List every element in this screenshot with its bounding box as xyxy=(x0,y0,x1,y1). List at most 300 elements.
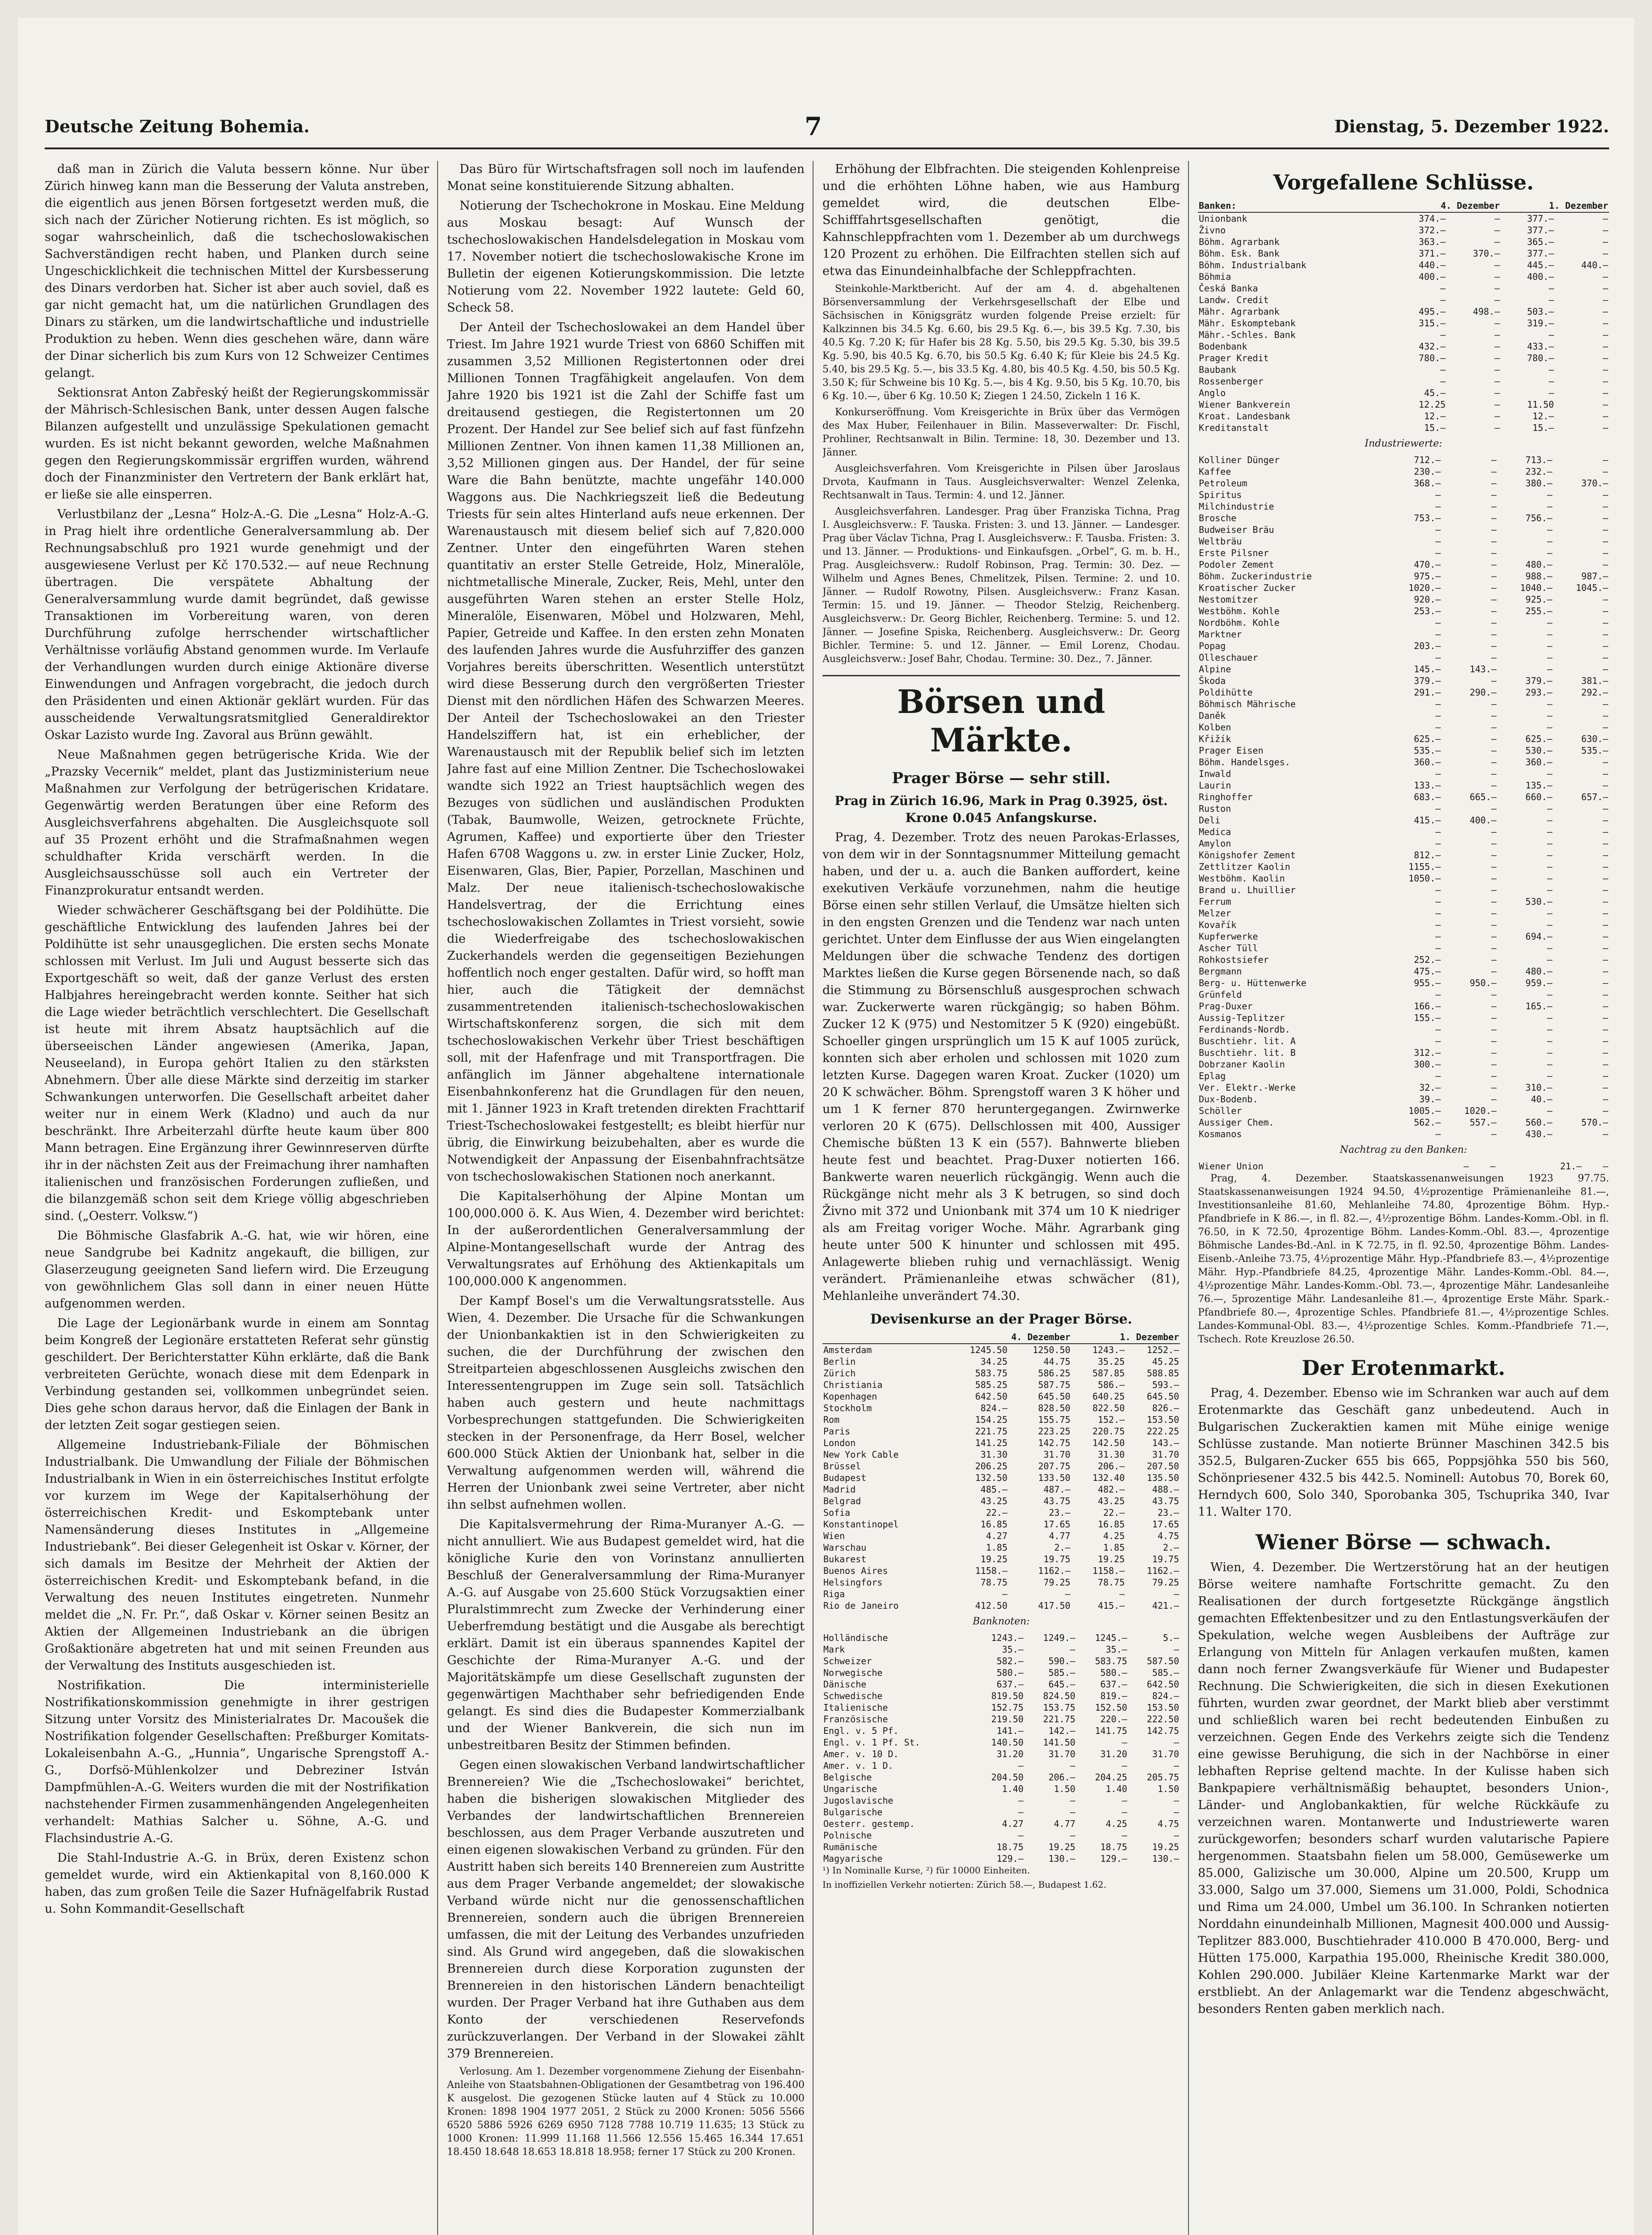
table-cell: — xyxy=(1602,213,1608,224)
industry-row xyxy=(1198,1012,1609,1024)
devisen-row xyxy=(822,1507,1180,1518)
table-cell: Kroatischer Zucker xyxy=(1199,582,1296,593)
table-cell: Böhm. Agrarbank xyxy=(1199,236,1280,247)
table-cell: 377.— xyxy=(1527,225,1554,236)
table-cell: — xyxy=(1494,364,1500,375)
table-cell: — xyxy=(1070,1760,1075,1771)
table-cell: — xyxy=(1435,908,1441,919)
table-cell: — xyxy=(1491,478,1497,489)
table-cell: 625.— xyxy=(1525,734,1553,744)
table-cell: 165.— xyxy=(1525,1001,1553,1012)
table-cell: Madrid xyxy=(823,1484,856,1495)
industry-row xyxy=(1198,536,1609,547)
table-cell: — xyxy=(1491,699,1497,709)
bank-row xyxy=(1198,259,1609,271)
table-cell: — xyxy=(1435,943,1441,953)
table-cell: 1252.— xyxy=(1146,1345,1179,1355)
table-cell: Inwald xyxy=(1199,768,1231,779)
table-cell: — xyxy=(1491,861,1497,872)
table-cell: — xyxy=(1070,1644,1075,1655)
table-cell: Kupferwerke xyxy=(1199,931,1258,942)
industry-row xyxy=(1198,501,1609,512)
devisen-rows xyxy=(822,1344,1180,1611)
table-cell: Aussiger Chem. xyxy=(1199,1117,1274,1128)
table-cell: 642.50 xyxy=(975,1391,1007,1402)
table-cell: 988.— xyxy=(1525,571,1553,582)
industry-row xyxy=(1198,477,1609,489)
table-cell: 380.— xyxy=(1525,478,1553,489)
article-paragraph: Sektionsrat Anton Zabřeský heißt der Regierungskommissär der Mährisch-Schlesischen Bank, unter dessen Augen falsche Bilanzen aufgestellt und unzulässige Spekulationen gemacht wurden. Es ist nicht bekannt geworden, welche Maßnahmen gegen den Regierungskommissär ergriffen wurden, während doch der Finanzminister den Vertretern der Bank erklärt hat, er ließe sie alle einsperren. xyxy=(45,386,429,502)
banknote-row xyxy=(822,1678,1180,1690)
table-cell: — xyxy=(1602,283,1608,294)
bank-row xyxy=(1198,294,1609,306)
table-cell: 142.50 xyxy=(1092,1438,1125,1448)
table-cell: 154.25 xyxy=(975,1414,1007,1425)
table-cell: — xyxy=(1494,388,1500,398)
table-cell: — xyxy=(1173,1644,1179,1655)
table-cell: 31.70 xyxy=(1048,1749,1075,1759)
table-cell: — xyxy=(1435,768,1441,779)
banknote-row xyxy=(822,1725,1180,1737)
table-cell: — xyxy=(1602,617,1608,628)
table-cell: — xyxy=(1491,466,1497,477)
table-cell: 371.— xyxy=(1419,248,1446,259)
table-cell: 480.— xyxy=(1525,559,1553,570)
table-cell: 370.— xyxy=(1473,248,1500,259)
industry-row xyxy=(1198,989,1609,1000)
table-cell: — xyxy=(1018,1807,1024,1818)
table-cell: — xyxy=(1491,1071,1497,1081)
table-cell: 826.— xyxy=(1152,1403,1179,1413)
table-cell: — xyxy=(1494,422,1500,433)
industry-row xyxy=(1198,489,1609,501)
table-cell: — xyxy=(1602,699,1608,709)
table-cell: — xyxy=(1173,1795,1179,1806)
industry-row xyxy=(1198,1035,1609,1047)
table-cell: — xyxy=(1491,559,1497,570)
banknote-row xyxy=(822,1830,1180,1841)
table-cell: 1.85 xyxy=(1103,1542,1125,1553)
table-cell: 495.— xyxy=(1419,306,1446,317)
table-cell: 562.— xyxy=(1414,1117,1441,1128)
devisen-row xyxy=(822,1391,1180,1402)
table-cell: 756.— xyxy=(1525,513,1553,523)
table-cell: — xyxy=(1602,966,1608,977)
table-cell: 360.— xyxy=(1414,757,1441,767)
table-cell: 141.50 xyxy=(1043,1737,1075,1748)
table-cell: 79.25 xyxy=(1152,1577,1179,1588)
table-cell: Unionbank xyxy=(1199,213,1247,224)
table-cell: Dänische xyxy=(823,1679,867,1690)
table-cell: 557.— xyxy=(1470,1117,1497,1128)
devisen-row xyxy=(822,1565,1180,1577)
table-cell: — xyxy=(1121,1807,1127,1818)
bank-row xyxy=(1198,399,1609,410)
table-cell: — xyxy=(1547,1047,1553,1058)
article-paragraph: Ausgleichsverfahren. Landesger. Prag über Franziska Tichna, Prag I. Ausgleichsverw.: F. Tauska. Fristen: 3. und 13. Jänner. — Landesger. Prag über Václav Tichna, Prag I. Ausgleichsverw.: F. Tausba. Fristen: 3. und 13. Jänner. — Produktions- und Einkaufsgen. „Orbel“, G. m. b. H., Prag. Ausgleichsverw.: Rudolf Robinson, Prag. Termin: 30. Dez. — Wilhelm und Agnes Benes, Chmelitzek, Pilsen. Termine: 2. und 10. Jänner. — Rudolf Rowotny, Pilsen. Ausgleichsverw.: Franz Kasan. Termin: 15. und 19. Jänner. — Theodor Stelzig, Reichenberg. Ausgleichsverw.: Dr. Georg Bichler, Reichenberg. Termine: 5. und 12. Jänner. — Josefine Spiska, Reichenberg. Ausgleichsverw.: Dr. Georg Bichler. Termine: 5. und 12. Jänner. — Emil Lorenz, Chodau. Ausgleichsverw.: Josef Bahr, Chodau. Termine: 30. Dez., 7. Jänner. xyxy=(822,506,1180,665)
table-cell: — xyxy=(1602,780,1608,791)
industry-row xyxy=(1198,710,1609,721)
table-cell: Bulgarische xyxy=(823,1807,883,1818)
table-cell: Škoda xyxy=(1199,675,1226,686)
table-cell: 560.— xyxy=(1525,1117,1553,1128)
table-cell: 590.— xyxy=(1048,1656,1075,1666)
table-cell: — xyxy=(1602,399,1608,410)
table-cell: 372.— xyxy=(1419,225,1446,236)
table-cell: 219.50 xyxy=(991,1714,1024,1725)
table-cell: Italienische xyxy=(823,1702,888,1713)
table-cell: — xyxy=(1602,803,1608,814)
table-cell: 207.50 xyxy=(1146,1461,1179,1472)
table-cell: — xyxy=(1602,1094,1608,1105)
table-cell: — xyxy=(1547,919,1553,930)
table-cell: Aussig-Teplitzer xyxy=(1199,1012,1285,1023)
table-cell: — xyxy=(1435,548,1441,558)
table-cell: — xyxy=(1602,236,1608,247)
table-cell: 487.— xyxy=(1043,1484,1070,1495)
table-cell: Kovařík xyxy=(1199,919,1237,930)
table-cell: — xyxy=(1602,318,1608,329)
bank-row xyxy=(1198,283,1609,294)
table-cell: Kopenhagen xyxy=(823,1391,877,1402)
table-cell: — xyxy=(1602,885,1608,895)
table-cell: — xyxy=(1173,1737,1179,1748)
table-cell: — xyxy=(1494,283,1500,294)
table-cell: 660.— xyxy=(1525,792,1553,802)
table-cell: 580.— xyxy=(1100,1667,1127,1678)
table-cell: 232.— xyxy=(1525,466,1553,477)
table-cell: — xyxy=(1547,617,1553,628)
devisen-row xyxy=(822,1577,1180,1588)
article-paragraph: Verlustbilanz der „Lesna“ Holz-A.-G. Die „Lesna“ Holz-A.-G. in Prag hielt ihre ordentliche Generalversammlung ab. Der Rechnungsabschluß pro 1921 wurde genehmigt und der ausgewiesene Verlust per Kč 170.532.— auf neue Rechnung übertragen. Die verspätete Abhaltung der Generalversammlung wurde damit begründet, daß gewisse Transaktionen im Vorbereitung waren, von deren Durchführung zufolge herrschender wirtschaftlicher Verhältnisse vorläufig Abstand genommen wurde. Im Verlaufe der Verhandlungen wurden durch einige Aktionäre diverse Einwendungen und Anfragen vorgebracht, die jedoch durch den Präsidenten und einen Aktionär geklärt wurden. Für das ausscheidende Verwaltungsratsmitglied Generaldirektor Oskar Lazisto wurde Ing. Zavoral aus Brünn gewählt. xyxy=(45,507,429,742)
table-cell: — xyxy=(1491,489,1497,500)
industry-row xyxy=(1198,768,1609,780)
table-cell: Laurin xyxy=(1199,780,1231,791)
table-cell: 4.75 xyxy=(1157,1531,1179,1541)
col-header: 4. Dezember xyxy=(945,1331,1071,1344)
article-paragraph: Die Kapitalserhöhung der Alpine Montan um 100,000.000 ö. K. Aus Wien, 4. Dezember wird berichtet: In der außerordentlichen Generalversammlung der Alpine-Montangesellschaft wurde der Antrag des Verwaltungsrates auf Erhöhung des Aktienkapitals um 100,000.000 K angenommen. xyxy=(447,1189,805,1288)
table-cell: 293.— xyxy=(1525,687,1553,698)
supplement-table xyxy=(1198,1160,1609,1172)
table-cell: — xyxy=(1435,989,1441,1000)
table-cell: — xyxy=(1490,1161,1496,1172)
column-2 xyxy=(447,161,805,2235)
table-cell: 129.— xyxy=(1100,1853,1127,1864)
table-cell: — xyxy=(1602,710,1608,721)
table-cell: 712.— xyxy=(1414,455,1441,465)
table-cell: 642.50 xyxy=(1146,1679,1179,1690)
table-cell: 35.25 xyxy=(1098,1356,1125,1367)
table-cell: — xyxy=(1435,803,1441,814)
table-cell: 432.— xyxy=(1419,341,1446,352)
column-rule xyxy=(1188,161,1189,2235)
table-cell: 1020.— xyxy=(1408,582,1441,593)
table-cell: 950.— xyxy=(1470,978,1497,988)
table-cell: — xyxy=(1602,664,1608,675)
table-cell: 11.50 xyxy=(1527,399,1554,410)
table-cell: Böhm. Handelsges. xyxy=(1199,757,1290,767)
industry-row xyxy=(1198,1058,1609,1070)
table-cell: 35.— xyxy=(1105,1644,1127,1655)
table-cell: 35.— xyxy=(1002,1644,1024,1655)
table-cell: 140.50 xyxy=(991,1737,1024,1748)
table-cell: 45.25 xyxy=(1152,1356,1179,1367)
table-cell: Polnische xyxy=(823,1830,872,1841)
table-cell: — xyxy=(1491,1047,1497,1058)
table-cell: — xyxy=(1491,989,1497,1000)
banknote-rows xyxy=(822,1632,1180,1864)
table-cell: Nestomitzer xyxy=(1199,594,1258,605)
table-cell: — xyxy=(1173,1760,1179,1771)
table-cell: — xyxy=(1491,943,1497,953)
table-cell: Jugoslavische xyxy=(823,1795,893,1806)
table-cell: — xyxy=(1491,710,1497,721)
table-cell: — xyxy=(1491,745,1497,756)
table-cell: — xyxy=(1494,341,1500,352)
table-cell: — xyxy=(1494,399,1500,410)
table-cell: — xyxy=(1491,455,1497,465)
table-cell: 433.— xyxy=(1527,341,1554,352)
table-cell: Ferdinands-Nordb. xyxy=(1199,1024,1290,1035)
table-cell: 300.— xyxy=(1414,1059,1441,1070)
table-cell: Brosche xyxy=(1199,513,1237,523)
market-report: Prag, 4. Dezember. Trotz des neuen Parokas-Erlasses, von dem wir in der Sonntagsnummer Mitteilung gemacht haben, und der u. a. auch die Banken auffordert, keine exekutiven Verkäufe vorzunehmen, nahm die heutige Börse einen sehr stillen Verlauf, die Umsätze hielten sich in den engsten Grenzen und die Tendenz war nach unten gerichtet. Unter dem Einflusse der aus Wien eingelangten Meldungen über die schwache Tendenz des dortigen Marktes ließen die Kurse gegen Börsenende nach, so daß die Stimmung zu Börsenschluß ausgesprochen schwach war. Zuckerwerte waren rückgängig; so haben Böhm. Zucker 12 K (975) und Nestomitzer 5 K (920) eingebüßt. Schoeller gingen ursprünglich um 15 K auf 1005 zurück, konnten sich aber erholen und schlossen mit 1020 zum letzten Kurse. Dagegen waren Kroat. Zucker (1020) um 20 K schwächer. Böhm. Sprengstoff waren 3 K höher und um 1 K ferner 870 heruntergegangen. Zwirnwerke verloren 20 K (675). Dellschlossen mit 400, Aussiger Chemische büßten 13 K ein (557). Bahnwerte blieben heute fest und beachtet. Prag-Duxer notierten 166. Bankwerte waren neuerlich rückgängig. Wenn auch die Rückgänge nicht mehr als 3 K betrugen, so sind doch Živno mit 372 und Unionbank mit 374 um 10 K niedriger als am Freitag voriger Woche. Mähr. Agrarbank ging heute unter 500 K hinunter und schlossen mit 495. Anlagewerte blieben ruhig und vernachlässigt. Wenig verändert. Prämienanleihe etwas schwächer (81), Mehlanleihe unverändert 74.30. xyxy=(822,831,1180,1303)
table-cell: — xyxy=(1602,1001,1608,1012)
table-cell: Bodenbank xyxy=(1199,341,1247,352)
industry-row xyxy=(1198,756,1609,768)
table-cell: 291.— xyxy=(1414,687,1441,698)
table-cell: — xyxy=(1547,861,1553,872)
table-cell: 145.— xyxy=(1414,664,1441,675)
industry-row xyxy=(1198,861,1609,873)
table-cell: 1.40 xyxy=(1002,1784,1024,1794)
table-cell: New York Cable xyxy=(823,1449,899,1460)
table-cell: — xyxy=(1548,388,1554,398)
table-cell: — xyxy=(1065,1589,1070,1599)
table-cell: 22.— xyxy=(1103,1507,1125,1518)
table-cell: 475.— xyxy=(1414,966,1441,977)
table-cell: 135.— xyxy=(1525,780,1553,791)
table-cell: — xyxy=(1602,536,1608,547)
table-cell: — xyxy=(1491,722,1497,733)
table-cell: — xyxy=(1070,1830,1075,1841)
table-cell: 583.75 xyxy=(1095,1656,1127,1666)
table-cell: 585.— xyxy=(1048,1667,1075,1678)
devisen-row xyxy=(822,1542,1180,1553)
table-cell: — xyxy=(1547,699,1553,709)
industry-rows xyxy=(1198,454,1609,1140)
devisen-row xyxy=(822,1449,1180,1460)
table-cell: — xyxy=(1602,455,1608,465)
table-cell: 580.— xyxy=(996,1667,1024,1678)
table-cell: — xyxy=(1602,919,1608,930)
table-cell: — xyxy=(1491,1024,1497,1035)
table-cell: — xyxy=(1491,908,1497,919)
article-paragraph: Allgemeine Industriebank-Filiale der Böhmischen Industrialbank. Die Umwandlung der Filiale der Böhmischen Industrialbank in Wien in ein österreichisches Institut erfolgte vor kurzem im Wege der Kapitalserhöhung der österreichischen Kredit- und Eskomptebank unter Namensänderung dieses Institutes in „Allgemeine Industriebank“. Bei dieser Gelegenheit ist Oskar v. Körner, der sich damals im Besitze der Mehrheit der Aktien der österreichischen Kredit- und Eskomptebank befand, in die Verwaltung des neuen Institutes eingetreten. Nunmehr meldet die „N. Fr. Pr.“, daß Oskar v. Körner seinen Besitz an Aktien der Allgemeinen Industriebank an die übrigen Großaktionäre abgetreten hat und mit seinen Freunden aus der Verwaltung des Instituts ausgeschieden ist. xyxy=(45,1438,429,1673)
table-cell: — xyxy=(1602,757,1608,767)
table-cell: — xyxy=(1547,501,1553,512)
table-cell: — xyxy=(1602,931,1608,942)
table-cell: Bergmann xyxy=(1199,966,1242,977)
table-cell: Petroleum xyxy=(1199,478,1247,489)
table-cell: — xyxy=(1602,1059,1608,1070)
table-cell: 780.— xyxy=(1419,353,1446,363)
table-cell: 4.25 xyxy=(1103,1531,1125,1541)
section-title: Wiener Börse — schwach. xyxy=(1256,1530,1551,1554)
table-cell: 17.65 xyxy=(1043,1519,1070,1530)
table-cell: Mähr. Eskomptebank xyxy=(1199,318,1296,329)
table-cell: 16.85 xyxy=(980,1519,1007,1530)
table-cell: Ver. Elektr.-Werke xyxy=(1199,1082,1296,1093)
table-cell: — xyxy=(1494,295,1500,305)
table-cell: — xyxy=(1602,1161,1608,1172)
table-cell: 220.— xyxy=(1100,1714,1127,1725)
table-cell: 206.25 xyxy=(975,1461,1007,1472)
table-cell: 19.25 xyxy=(1098,1554,1125,1564)
table-cell: Melzer xyxy=(1199,908,1231,919)
table-cell: 223.25 xyxy=(1038,1426,1070,1437)
section-title: Börsen und Märkte. xyxy=(822,675,1180,759)
table-cell: — xyxy=(1602,548,1608,558)
table-cell: Rohkostsiefer xyxy=(1199,954,1269,965)
table-cell: 31.30 xyxy=(1098,1449,1125,1460)
table-cell: — xyxy=(1435,710,1441,721)
article-paragraph: Neue Maßnahmen gegen betrügerische Krida. Wie der „Prazsky Vecernik“ meldet, plant das Justizministerium neue Maßnahmen zur Verfolgung der betrügerischen Kridatare. Gegenwärtig werden Beratungen über eine Reform des Ausgleichsverfahrens abgehalten. Die Ausgleichsquote soll auf 35 Prozent erhöht und die Strafmaßnahmen wegen schuldhafter Krida verschärft werden. In die Ausgleichsausschüsse soll auch ein Vertreter der Finanzprokuratur entsandt werden. xyxy=(45,748,429,898)
table-cell: — xyxy=(1548,283,1554,294)
table-cell: 18.75 xyxy=(996,1842,1024,1852)
table-cell: — xyxy=(1602,641,1608,651)
table-cell: — xyxy=(1602,722,1608,733)
article-paragraph: Gegen einen slowakischen Verband landwirtschaftlicher Brennereien? Wie die „Tschechoslowakei“ berichtet, haben die bisherigen slowakischen Mitglieder des Verbandes der landwirtschaftlichen Brennereien beschlossen, aus dem Prager Verbande auszutreten und einen eigenen slowakischen Verband zu gründen. Für den Austritt haben sich bereits 140 Brennereien zum Austritte aus dem Prager Verbande angemeldet; der slowakische Verband würde nicht nur die genossenschaftlichen Brennereien, sondern auch die übrigen Brennereien umfassen, die mit der Leitung des Verbandes unzufrieden sind. Als Grund wird angegeben, daß die slowakischen Brennereien durch diese Korporation zugunsten der Brennereien in den historischen Ländern benachteiligt wurden. Der Prager Verband hat ihre Guthaben aus dem Konto der verschiedenen Reservefonds zurückzuverlangen. Der Verband in der Slowakei zählt 379 Brennereien. xyxy=(447,1758,805,2061)
industry-row xyxy=(1198,547,1609,559)
industry-row xyxy=(1198,849,1609,861)
table-cell: 19.75 xyxy=(1043,1554,1070,1564)
table-cell: 15.— xyxy=(1424,422,1446,433)
table-cell: 828.50 xyxy=(1038,1403,1070,1413)
devisen-row xyxy=(822,1344,1180,1356)
table-cell: Böhmia xyxy=(1199,271,1231,282)
table-cell: Eplag xyxy=(1199,1071,1226,1081)
table-cell: — xyxy=(1018,1760,1024,1771)
table-cell: Oesterr. gestemp. xyxy=(823,1818,915,1829)
table-cell: 141.75 xyxy=(1095,1725,1127,1736)
table-cell: — xyxy=(1435,722,1441,733)
table-cell: — xyxy=(1435,838,1441,849)
table-cell: Wien xyxy=(823,1531,845,1541)
table-cell: — xyxy=(1002,1589,1007,1599)
banknote-row xyxy=(822,1644,1180,1655)
table-cell: Mähr.-Schles. Bank xyxy=(1199,329,1296,340)
table-cell: 153.75 xyxy=(1043,1702,1075,1713)
table-cell: 1.50 xyxy=(1054,1784,1075,1794)
bank-row xyxy=(1198,212,1609,224)
table-cell: Helsingfors xyxy=(823,1577,883,1588)
table-cell: 310.— xyxy=(1525,1082,1553,1093)
table-cell: Medica xyxy=(1199,827,1231,837)
table-cell: Ruston xyxy=(1199,803,1231,814)
table-cell: — xyxy=(1491,641,1497,651)
table-cell: 370.— xyxy=(1581,478,1608,489)
column-3 xyxy=(822,161,1180,2235)
table-cell: 445.— xyxy=(1527,260,1554,270)
table-cell: Mark xyxy=(823,1644,845,1655)
table-cell: — xyxy=(1602,873,1608,884)
table-cell: — xyxy=(1602,827,1608,837)
table-cell: Königshofer Zement xyxy=(1199,850,1296,860)
table-cell: 1.85 xyxy=(986,1542,1007,1553)
table-cell: — xyxy=(1602,376,1608,387)
table-cell: 480.— xyxy=(1525,966,1553,977)
table-cell: 368.— xyxy=(1414,478,1441,489)
table-cell: — xyxy=(1491,1012,1497,1023)
table-cell: 4.77 xyxy=(1054,1818,1075,1829)
table-cell: — xyxy=(1491,885,1497,895)
table-cell: — xyxy=(1435,931,1441,942)
table-cell: 132.50 xyxy=(975,1472,1007,1483)
table-cell: 31.20 xyxy=(996,1749,1024,1759)
table-cell: 292.— xyxy=(1581,687,1608,698)
page-number: 7 xyxy=(805,112,822,141)
table-cell: 713.— xyxy=(1525,455,1553,465)
devisen-row xyxy=(822,1402,1180,1414)
banknote-row xyxy=(822,1760,1180,1771)
table-cell: — xyxy=(1435,617,1441,628)
table-cell: — xyxy=(1602,1105,1608,1116)
table-cell: — xyxy=(1491,617,1497,628)
table-cell: Berg- u. Hüttenwerke xyxy=(1199,978,1306,988)
bank-row xyxy=(1198,271,1609,283)
market-report: Wien, 4. Dezember. Die Wertzerstörung hat an der heutigen Börse weitere namhafte Fortschritte gemacht. Zu den Realisationen der durch fortgesetzte Rückgänge ängstlich gemachten Effektenbesitzer und zu den Entlastungsverkäufen der Spekulation, welche wegen Ausbleibens der Aufträge zur Erlangung von Mitteln für Anlagen verkaufen mußten, kamen dann noch ferner Zwangsverkäufe für Wiener und Budapester Rechnung. Die Schwierigkeiten, die sich in diesen Exekutionen führten, wurden zwar geordnet, der Markt blieb aber verstimmt und schließlich waren bei recht bedeutenden Einbußen zu verzeichnen. Gegen Ende des Verkehrs zeigte sich die Tendenz eine gewisse Beruhigung, die sich in der Nachbörse in einer lebhaften Reprise geltend machte. In der Kulisse haben sich Bankpapiere verhältnismäßig behauptet, besonders Union-, Länder- und Anglobankaktien, für welche Rückkäufe zu verzeichnen waren. Montanwerte und Industriewerte waren zurückgeworfen; besonders scharf wurden valutarische Papiere hergenommen. Staatsbahn fielen um 58.000, Gemüsewerke um 85.000, Galizische um 30.000, Alpine um 20.500, Krupp um 33.000, Salgo um 37.000, Siemens um 31.000, Poldi, Schodnica und Rima um 24.000, Umbel um 36.100. In Schranken notierten Norddahn einundeinhalb Millionen, Magnesit 400.000 und Aussig-Teplitzer 883.000, Buschtiehrader 410.000 B 470.000, Berg- und Hütten 175.000, Karpathia 195.000, Rheinische Kredit 380.000, Kohlen 290.000. Jubiläer Kleine Kartenmarke Markt war der erstbliebt. An der Anlagemarkt war die Tendenz abgeschwächt, besonders Renten gaben merklich nach. xyxy=(1198,1560,1609,2016)
table-cell: 155.75 xyxy=(1038,1414,1070,1425)
table-cell: Dux-Bodenb. xyxy=(1199,1094,1258,1105)
table-cell: Amer. v. 10 D. xyxy=(823,1749,899,1759)
table-cell: 379.— xyxy=(1525,675,1553,686)
table-cell: Kreditanstalt xyxy=(1199,422,1269,433)
table-cell: Baubank xyxy=(1199,364,1237,375)
devisen-row xyxy=(822,1367,1180,1379)
table-cell: Kosmanos xyxy=(1199,1129,1242,1139)
table-cell: — xyxy=(1547,641,1553,651)
table-cell: 665.— xyxy=(1470,792,1497,802)
table-cell: 15.— xyxy=(1532,422,1554,433)
table-cell: 570.— xyxy=(1581,1117,1608,1128)
table-cell: — xyxy=(1070,1795,1075,1806)
table-cell: 312.— xyxy=(1414,1047,1441,1058)
table-cell: Holländische xyxy=(823,1632,888,1643)
table-cell: Belgrad xyxy=(823,1496,861,1506)
table-cell: 585.— xyxy=(1152,1667,1179,1678)
article-paragraph: Konkurseröffnung. Vom Kreisgerichte in Brüx über das Vermögen des Max Huber, Feilenhauer in Bilin. Masseverwalter: Dr. Fischl, Prohliner, Rechtsanwalt in Bilin. Termine: 18, 30. Dezember und 13. Jänner. xyxy=(822,407,1180,458)
table-cell: 1050.— xyxy=(1408,873,1441,884)
table-cell: — xyxy=(1602,341,1608,352)
devisen-row xyxy=(822,1437,1180,1449)
table-cell: 1245.50 xyxy=(969,1345,1007,1355)
industry-row xyxy=(1198,977,1609,989)
table-cell: — xyxy=(1602,248,1608,259)
table-cell: 203.— xyxy=(1414,641,1441,651)
table-cell: Wiener Union xyxy=(1199,1161,1264,1172)
table-cell: Buschtiehr. lit. B xyxy=(1199,1047,1296,1058)
col-header: Banken: xyxy=(1198,199,1392,212)
industry-row xyxy=(1198,640,1609,652)
table-cell: 39.— xyxy=(1419,1094,1441,1105)
table-cell: 31.70 xyxy=(1043,1449,1070,1460)
table-cell: 43.75 xyxy=(1152,1496,1179,1506)
table-cell: — xyxy=(1491,1059,1497,1070)
industry-row xyxy=(1198,791,1609,803)
table-cell: 152.75 xyxy=(991,1702,1024,1713)
table-cell: 152.— xyxy=(1098,1414,1125,1425)
